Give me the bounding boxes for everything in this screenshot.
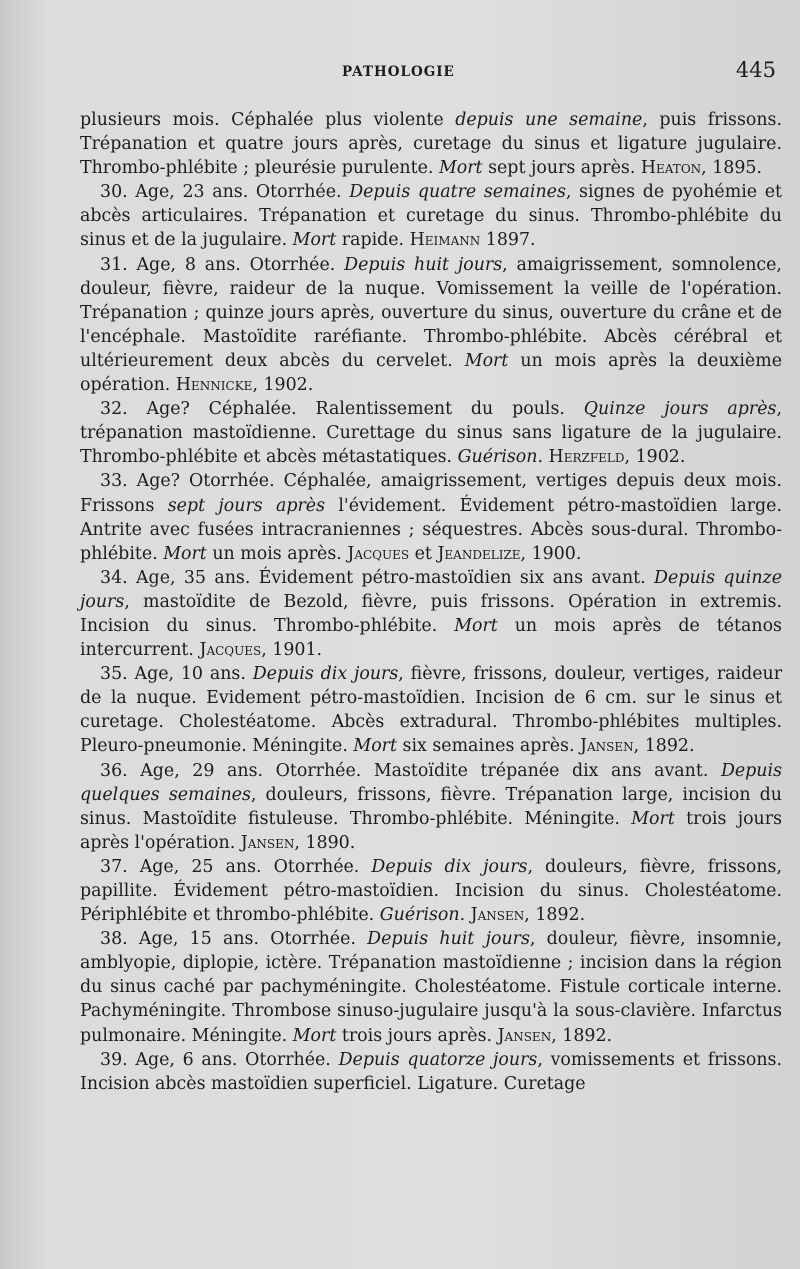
text-run: . [459, 905, 471, 926]
text-run: , 1902. [624, 447, 686, 468]
italic-phrase: Mort [292, 1025, 337, 1046]
text-run: rapide. [336, 230, 410, 251]
author-name: Heimann [409, 230, 481, 251]
text-run: , puis frissons. Trépanation et quatre jours après, curetage du sinus et ligature jugulaire. Thrombo-phlébite ; pleurésie purulente. [80, 110, 782, 179]
running-head [80, 58, 782, 88]
italic-phrase: depuis une semaine [455, 110, 643, 130]
text-run: 37. Age, 25 ans. Otorrhée. [100, 856, 372, 877]
italic-phrase: Guérison [379, 905, 460, 926]
author-name: Jacques [199, 640, 262, 661]
text-run: trois jours après l'opération. [80, 808, 782, 853]
author-name: Jansen [470, 905, 525, 926]
text-run: 1897. [480, 230, 536, 251]
author-name: Jansen [240, 832, 295, 853]
author-name: Heaton [640, 158, 702, 179]
case-entry-37 [80, 855, 782, 927]
text-run: , 1895. [701, 158, 762, 179]
case-entry-39 [80, 1048, 782, 1096]
italic-phrase: Mort [353, 736, 397, 757]
body-text [80, 108, 782, 1096]
italic-phrase: Quinze jours après [583, 399, 777, 420]
text-run: 31. Age, 8 ans. Otorrhée. [100, 254, 345, 275]
text-run: , signes de pyohémie et abcès articulaires. Trépanation et curetage du sinus. Thrombo-phlébite du sinus et de la jugulaire. [80, 182, 782, 251]
text-run: un mois après. [206, 543, 348, 564]
text-run: 34. Age, 35 ans. Évidement pétro-mastoïdien six ans avant. [100, 567, 655, 588]
italic-phrase: Guérison [457, 447, 538, 468]
italic-phrase: Mort [464, 350, 509, 371]
italic-phrase: Depuis quinze jours [80, 567, 782, 612]
text-run: , 1892. [633, 736, 695, 757]
text-run: , mastoïdite de Bezold, fièvre, puis frissons. Opération in extremis. Incision du sinus. Thrombo-phlébite. [80, 591, 782, 636]
italic-phrase: Depuis dix jours [371, 856, 528, 877]
text-run: 35. Age, 10 ans. [100, 664, 253, 685]
italic-phrase: Mort [438, 158, 483, 179]
italic-phrase: Depuis quatorze jours [338, 1049, 538, 1070]
text-run: six semaines après. [397, 736, 581, 757]
text-run: sept jours après. [482, 158, 641, 179]
text-run: l'évidement. Évidement pétro-mastoïdien large. Antrite avec fusées intracraniennes ; séquestres. Abcès sous-dural. Thrombo-phlébite. [80, 495, 782, 564]
case-entry-38 [80, 927, 782, 1047]
italic-phrase: Mort [163, 543, 207, 564]
italic-phrase: Mort [292, 230, 337, 251]
author-name: Herzfeld [548, 447, 625, 468]
case-entry-32 [80, 397, 782, 469]
italic-phrase: Depuis dix jours [252, 664, 399, 685]
text-run: 30. Age, 23 ans. Otorrhée. [100, 182, 350, 203]
italic-phrase: Depuis quelques semaines [80, 760, 782, 805]
text-run: plusieurs mois. Céphalée plus violente [80, 110, 456, 130]
text-run: , 1900. [520, 543, 582, 564]
text-run: , 1890. [294, 832, 356, 853]
text-run: et [409, 543, 438, 564]
text-run: , 1892. [551, 1025, 613, 1046]
case-entry-cont [80, 108, 782, 180]
text-run: , 1901. [261, 640, 323, 661]
italic-phrase: Depuis huit jours [367, 929, 530, 950]
text-run: 32. Age? Céphalée. Ralentissement du pouls. [100, 399, 584, 420]
text-run: un mois après la deuxième opération. [80, 350, 782, 396]
author-name: Jeandelize [437, 543, 521, 564]
italic-phrase: Depuis huit jours [344, 254, 503, 275]
text-run: 39. Age, 6 ans. Otorrhée. [100, 1049, 339, 1070]
text-run: , douleur, fièvre, insomnie, amblyopie, diplopie, ictère. Trépanation mastoïdienne ; incision dans la région du sinus caché par pachyméningite. Cholestéatome. Fistule corticale interne. Pachyméningite. Thrombose sinuso-jugulaire jusqu'à la sous-clavière. Infarctus pulmonaire. Méningite. [80, 929, 782, 1046]
author-name: Hennicke [175, 375, 253, 396]
running-title: PATHOLOGIE [342, 64, 455, 80]
author-name: Jansen [580, 736, 634, 757]
case-entry-34 [80, 566, 782, 662]
italic-phrase: Depuis quatre semaines [349, 182, 566, 203]
text-run: , amaigrissement, somnolence, douleur, fièvre, raideur de la nuque. Vomissement la veille de l'opération. Trépanation ; quinze jours après, ouverture du sinus, ouverture du crâne et de l'encéphale. Mastoïdite raréfiante. Thrombo-phlébite. Abcès cérébral et ultérieurement deux abcès du cervelet. [80, 254, 782, 371]
case-entry-33 [80, 469, 782, 565]
text-run: 33. Age? Otorrhée. Céphalée, amaigrissement, vertiges depuis deux mois. Frissons [80, 471, 782, 516]
text-run: . [537, 447, 549, 468]
text-run: , vomissements et frissons. Incision abcès mastoïdien superficiel. Ligature. Curetage [80, 1049, 782, 1094]
page-number: 445 [735, 58, 776, 82]
case-entry-30 [80, 180, 782, 252]
text-run: un mois après de tétanos intercurrent. [80, 615, 782, 661]
text-run: 38. Age, 15 ans. Otorrhée. [100, 929, 368, 950]
text-run: , trépanation mastoïdienne. Curettage du sinus sans ligature de la jugulaire. Thrombo-phlébite et abcès métastatiques. [80, 399, 782, 468]
case-entry-36 [80, 759, 782, 855]
text-run: , 1902. [252, 375, 314, 396]
text-run: , douleurs, frissons, fièvre. Trépanation large, incision du sinus. Mastoïdite fistuleuse. Thrombo-phlébite. Méningite. [80, 784, 782, 829]
author-name: Jacques [347, 543, 410, 564]
italic-phrase: Mort [631, 808, 675, 829]
text-run: , douleurs, fièvre, frissons, papillite. Évidement pétro-mastoïdien. Incision du sinus. Cholestéatome. Périphlébite et thrombo-phlébite. [80, 856, 782, 926]
italic-phrase: sept jours après [167, 495, 326, 516]
case-entry-31 [80, 253, 782, 398]
text-run: 36. Age, 29 ans. Otorrhée. Mastoïdite trépanée dix ans avant. [100, 760, 721, 781]
text-run: trois jours après. [336, 1025, 498, 1046]
author-name: Jansen [497, 1025, 552, 1046]
case-entry-35 [80, 662, 782, 758]
text-run: , 1892. [524, 905, 586, 926]
text-run: , fièvre, frissons, douleur, vertiges, raideur de la nuque. Evidement pétro-mastoïdien. Incision de 6 cm. sur le sinus et curetage. Cholestéatome. Abcès extradural. Thrombo-phlébites multiples. Pleuro-pneumonie. Méningite. [80, 664, 783, 757]
italic-phrase: Mort [454, 615, 498, 636]
